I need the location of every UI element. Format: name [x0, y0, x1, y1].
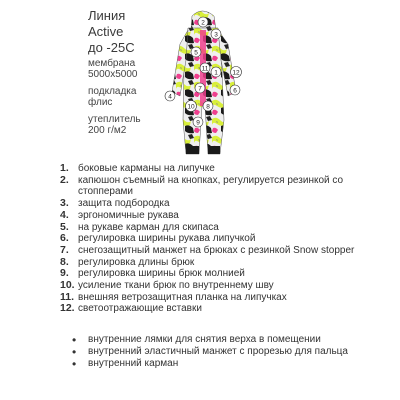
- callout-11: [200, 63, 210, 73]
- feature-item: [60, 233, 400, 245]
- callout-9: [193, 117, 203, 127]
- feature-number: 10.: [60, 279, 75, 292]
- extras-item: [72, 358, 392, 370]
- feature-text: боковые карманы на липучке: [78, 163, 215, 174]
- lining-value: флис: [88, 97, 113, 108]
- feature-text: регулировка длины брюк: [78, 256, 195, 268]
- feature-item: [60, 198, 400, 210]
- feature-text: усиление ткани брюк по внутреннему шву: [78, 280, 274, 292]
- callout-3: [211, 29, 221, 39]
- bullet-icon: •: [72, 357, 77, 371]
- callout-label-1: 1: [214, 69, 218, 77]
- feature-item: [60, 163, 400, 175]
- feature-item: [60, 210, 400, 222]
- feature-text: капюшон съемный на кнопках, регулируется резинкой со стопперами: [78, 174, 344, 198]
- callout-6: [230, 85, 240, 95]
- feature-text: регулировка ширины рукава липучкой: [78, 233, 256, 245]
- feature-item: [60, 175, 400, 198]
- feature-item: [60, 280, 400, 292]
- extras-text: внутренний карман: [88, 358, 179, 369]
- insulation-label: утеплитель: [88, 114, 141, 125]
- title-line-1: Линия: [88, 8, 126, 23]
- callout-10: [186, 101, 197, 112]
- feature-text: снегозащитный манжет на брюках с резинкой Snow stopper: [78, 244, 355, 256]
- callout-label-11: 11: [201, 65, 209, 73]
- feature-number: 6.: [60, 232, 69, 245]
- feature-number: 3.: [60, 197, 69, 210]
- membrane-value: 5000x5000: [88, 69, 138, 80]
- feature-number: 9.: [60, 267, 69, 280]
- feature-text: эргономичные рукава: [78, 209, 179, 221]
- extras-item: [72, 334, 392, 346]
- callout-label-10: 10: [187, 103, 195, 111]
- callout-7: [195, 83, 205, 93]
- extras-text: внутренний эластичный манжет с прорезью для пальца: [88, 346, 348, 357]
- callout-12: [231, 67, 242, 78]
- feature-item: [60, 257, 400, 269]
- feature-number: 11.: [60, 290, 75, 303]
- lining-spec: [88, 86, 136, 108]
- callout-1: [211, 67, 221, 77]
- callout-5: [191, 47, 201, 57]
- feature-text: внешняя ветрозащитная планка на липучках: [78, 291, 287, 303]
- membrane-label: мембрана: [88, 58, 136, 69]
- feature-item: [60, 222, 400, 234]
- feature-number: 12.: [60, 302, 75, 315]
- callout-label-6: 6: [233, 87, 237, 95]
- callout-label-8: 8: [206, 103, 210, 111]
- feature-text: на рукаве карман для скипаса: [78, 221, 219, 233]
- feature-text: защита подбородка: [78, 198, 170, 210]
- right-pant-cuff: [208, 146, 220, 154]
- title-line-2: Active: [88, 24, 124, 39]
- feature-text: светоотражающие вставки: [78, 303, 202, 315]
- callout-8: [203, 101, 213, 111]
- callout-label-9: 9: [196, 119, 200, 127]
- feature-number: 5.: [60, 220, 69, 233]
- feature-number: 7.: [60, 243, 69, 256]
- product-line-title: [88, 8, 135, 56]
- bullet-icon: •: [72, 345, 77, 359]
- feature-text: регулировка ширины брюк молнией: [78, 268, 245, 280]
- feature-number: 2.: [60, 173, 69, 186]
- insulation-spec: [88, 114, 141, 136]
- lining-label: подкладка: [88, 86, 137, 97]
- callout-label-2: 2: [201, 19, 205, 27]
- feature-item: [60, 303, 400, 315]
- callout-4: [165, 91, 175, 101]
- callout-label-3: 3: [214, 31, 218, 39]
- feature-number: 1.: [60, 162, 69, 174]
- insulation-value: 200 г/м2: [88, 125, 127, 136]
- extras-list: [72, 334, 392, 370]
- overall-suit-illustration: [158, 8, 250, 160]
- extras-item: [72, 346, 392, 358]
- feature-list: [60, 163, 400, 315]
- membrane-spec: [88, 58, 138, 80]
- feature-number: 8.: [60, 255, 69, 268]
- callout-label-12: 12: [232, 69, 240, 77]
- extras-text: внутренние лямки для снятия верха в помещении: [88, 334, 321, 345]
- feature-item: [60, 268, 400, 280]
- title-line-3: до -25С: [88, 40, 135, 55]
- callout-label-4: 4: [168, 93, 172, 101]
- left-pant-cuff: [186, 146, 199, 154]
- callout-2: [198, 17, 208, 27]
- bullet-icon: •: [72, 333, 77, 347]
- feature-number: 4.: [60, 208, 69, 221]
- feature-item: [60, 245, 400, 257]
- callout-label-5: 5: [194, 49, 198, 57]
- callout-label-7: 7: [198, 85, 202, 93]
- feature-item: [60, 292, 400, 304]
